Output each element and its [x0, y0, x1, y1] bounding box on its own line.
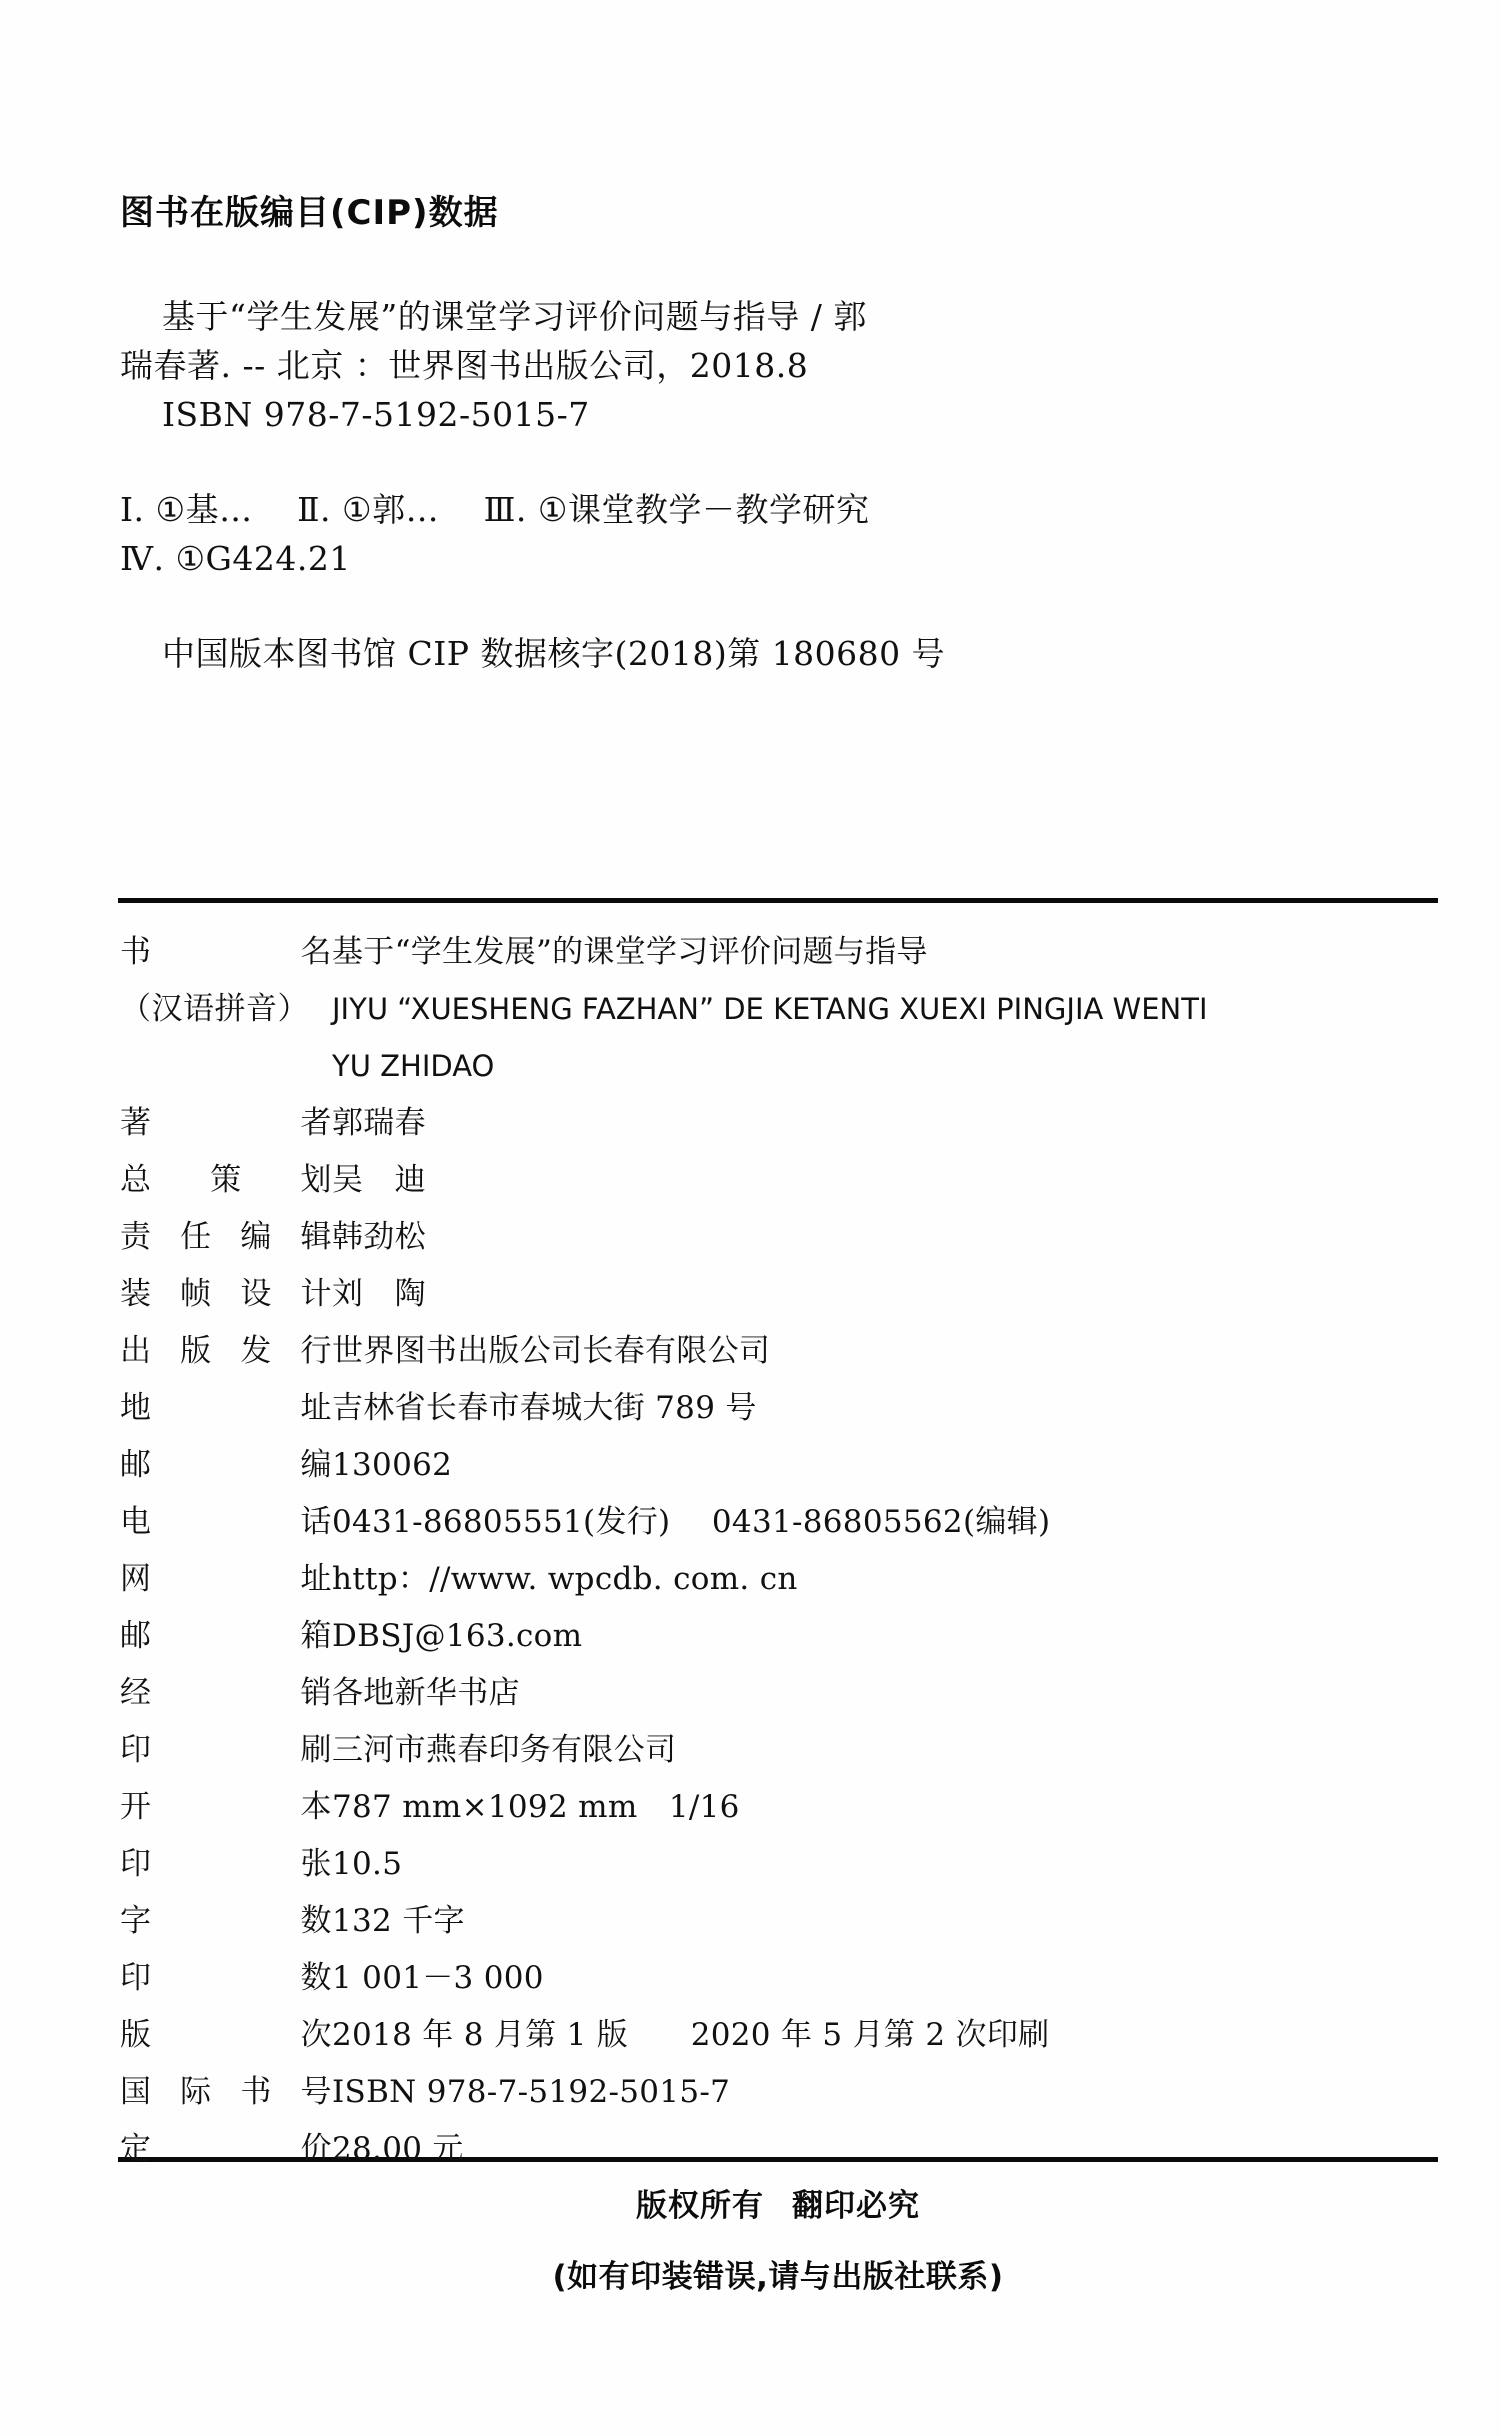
- colophon-row: [120, 1153, 1440, 1207]
- cip-data-block: [120, 185, 1380, 678]
- colophon-row-value: 各地新华书店: [332, 1675, 520, 1711]
- colophon-row-value: 三河市燕春印务有限公司: [332, 1732, 677, 1768]
- colophon-row-value: JIYU “XUESHENG FAZHAN” DE KETANG XUEXI PINGJIA WENTI: [332, 992, 1208, 1026]
- colophon-row: [120, 1723, 1440, 1777]
- colophon-row: [120, 1267, 1440, 1321]
- colophon-row: [120, 982, 1440, 1036]
- colophon-row-label: 装 帧 设 计: [120, 1276, 332, 1312]
- colophon-row-label: （汉语拼音）: [120, 991, 309, 1027]
- colophon-row-label: 电 话: [120, 1504, 332, 1540]
- colophon-row-value: DBSJ@163.com: [332, 1618, 583, 1654]
- colophon-row: [120, 1210, 1440, 1264]
- colophon-row-label: 网 址: [120, 1561, 332, 1597]
- colophon-row-value: YU ZHIDAO: [332, 1049, 495, 1083]
- colophon-row-value: 世界图书出版公司长春有限公司: [332, 1333, 771, 1369]
- defect-notice: (如有印装错误,请与出版社联系): [552, 2259, 1004, 2295]
- colophon-row-label: 地 址: [120, 1390, 332, 1426]
- cip-imprint-line: 瑞春著. -- 北京 ：世界图书出版公司，2018.8: [120, 346, 809, 385]
- colophon-row: [120, 2008, 1440, 2062]
- colophon-row: [120, 1381, 1440, 1435]
- colophon-row: [120, 1324, 1440, 1378]
- colophon-row-label: 责 任 编 辑: [120, 1219, 332, 1255]
- spacer: [120, 439, 1380, 485]
- colophon-row: [120, 1951, 1440, 2005]
- colophon-row-value: 2018 年 8 月第 1 版 2020 年 5 月第 2 次印刷: [332, 2017, 1050, 2053]
- colophon-row-label: 书 名: [120, 934, 332, 970]
- colophon-row-label: 邮 箱: [120, 1618, 332, 1654]
- colophon-row: [120, 2122, 1440, 2176]
- colophon-row-value: 130062: [332, 1447, 453, 1483]
- colophon-row-label: 开 本: [120, 1789, 332, 1825]
- colophon-row-label: 印 数: [120, 1960, 332, 1996]
- colophon-row: [120, 1552, 1440, 1606]
- colophon-row-value: 韩劲松: [332, 1219, 426, 1255]
- cip-archive-number: 中国版本图书馆 CIP 数据核字(2018)第 180680 号: [162, 634, 946, 673]
- colophon-row: [120, 1495, 1440, 1549]
- colophon-row-value: 132 千字: [332, 1903, 465, 1939]
- colophon-row-value: 787 mm×1092 mm 1/16: [332, 1789, 740, 1825]
- colophon-row: [120, 1780, 1440, 1834]
- colophon-row: [120, 1438, 1440, 1492]
- divider-top: [118, 898, 1438, 903]
- colophon-row-value: 吉林省长春市春城大街 789 号: [332, 1390, 757, 1426]
- colophon-row-label: 字 数: [120, 1903, 332, 1939]
- colophon-row: [120, 1039, 1440, 1093]
- colophon-row-value: 基于“学生发展”的课堂学习评价问题与指导: [332, 934, 928, 970]
- copyright-reserved: 版权所有: [636, 2188, 764, 2224]
- colophon-row-label: 印 张: [120, 1846, 332, 1882]
- colophon-row-value: 1 001－3 000: [332, 1960, 544, 1996]
- colophon-row: [120, 1666, 1440, 1720]
- page-footer: [118, 2180, 1438, 2296]
- colophon-row: [120, 2065, 1440, 2119]
- copyright-notice: [118, 2180, 1438, 2225]
- colophon-row-label: 国 际 书 号: [120, 2074, 332, 2110]
- colophon-row-label: 总 策 划: [120, 1162, 332, 1198]
- colophon-row-value: 10.5: [332, 1846, 403, 1882]
- colophon-row-value: 0431-86805551(发行) 0431-86805562(编辑): [332, 1504, 1051, 1540]
- colophon-row-value: 郭瑞春: [332, 1105, 426, 1141]
- cip-title-text: 基于“学生发展”的课堂学习评价问题与指导 / 郭: [162, 297, 867, 336]
- colophon-row-value: 28.00 元: [332, 2131, 464, 2167]
- cip-isbn-text: ISBN 978-7-5192-5015-7: [162, 395, 590, 434]
- colophon-row-value: ISBN 978-7-5192-5015-7: [332, 2074, 731, 2110]
- cip-classification-line-2: Ⅳ. ①G424.21: [120, 539, 351, 578]
- colophon-row-label: 出 版 发 行: [120, 1333, 332, 1369]
- colophon-row-label: 经 销: [120, 1675, 332, 1711]
- colophon-row-value: 吴 迪: [332, 1162, 426, 1198]
- cip-classification-text-1: Ⅰ. ①基… Ⅱ. ①郭… Ⅲ. ①课堂教学－教学研究: [120, 490, 870, 529]
- cip-classification-line-1: [120, 485, 1380, 534]
- colophon-row: [120, 925, 1440, 979]
- spacer: [120, 583, 1380, 629]
- cip-heading: 图书在版编目(CIP)数据: [120, 193, 499, 233]
- colophon-table: [120, 925, 1440, 2179]
- colophon-row: [120, 1837, 1440, 1891]
- colophon-row-label: 定 价: [120, 2131, 332, 2167]
- cip-title-line: [120, 292, 1380, 341]
- colophon-row: [120, 1096, 1440, 1150]
- colophon-row-value: 刘 陶: [332, 1276, 426, 1312]
- copyright-piracy: 翻印必究: [792, 2188, 920, 2224]
- colophon-row: [120, 1894, 1440, 1948]
- colophon-row-label: 版 次: [120, 2017, 332, 2053]
- colophon-row-label: 邮 编: [120, 1447, 332, 1483]
- colophon-row-label: 印 刷: [120, 1732, 332, 1768]
- colophon-row-label: 著 者: [120, 1105, 332, 1141]
- colophon-row-value: http：//www. wpcdb. com. cn: [332, 1561, 798, 1597]
- colophon-row: [120, 1609, 1440, 1663]
- cip-isbn-line: [120, 390, 1380, 439]
